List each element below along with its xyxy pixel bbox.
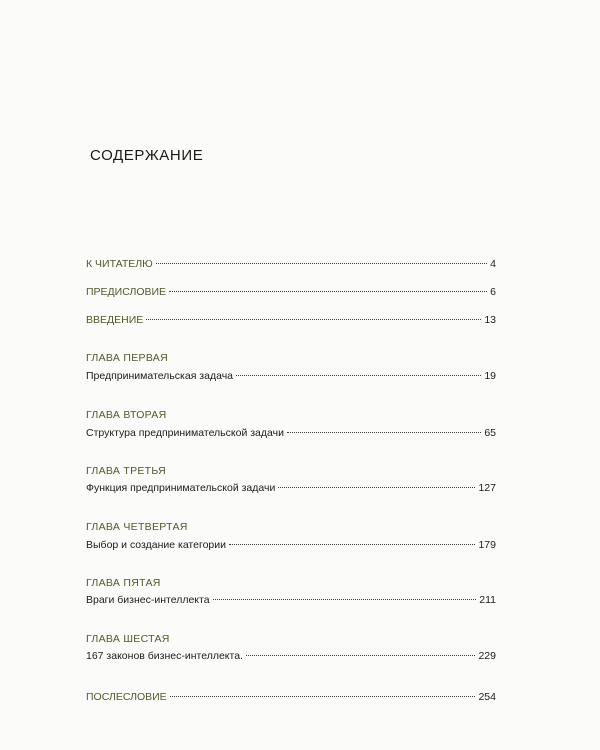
chapter-heading: ГЛАВА ВТОРАЯ [86,409,167,421]
toc-entry-page: 211 [479,594,496,606]
toc-entry-page: 179 [478,539,496,551]
toc-entry-chapter-4 [86,539,496,552]
toc-entry-page: 4 [490,258,496,270]
toc-entry-chapter-1 [86,370,496,383]
toc-entry-label: Структура предпринимательской задачи [86,427,284,439]
toc-entry-label: ПРЕДИСЛОВИЕ [86,286,167,298]
toc-entry-chapter-3 [86,482,496,495]
toc-entry-page: 127 [478,482,496,494]
toc-title: СОДЕРЖАНИЕ [90,147,204,164]
toc-entry-page: 13 [484,314,496,326]
toc-entry-label: 167 законов бизнес-интеллекта. [86,650,243,662]
leader-dots [169,291,487,292]
leader-dots [236,375,481,376]
toc-entry-to-reader [86,258,496,271]
toc-entry-label: Выбор и создание категории [86,539,226,551]
toc-entry-preface [86,286,496,299]
leader-dots [146,319,481,320]
toc-entry-page: 254 [478,691,496,703]
chapter-heading: ГЛАВА ТРЕТЬЯ [86,465,167,477]
toc-entry-page: 65 [484,427,496,439]
leader-dots [278,487,475,488]
chapter-heading: ГЛАВА ПЕРВАЯ [86,352,168,364]
leader-dots [213,599,477,600]
chapter-heading: ГЛАВА ЧЕТВЕРТАЯ [86,521,188,533]
toc-entry-label: Функция предпринимательской задачи [86,482,276,494]
toc-entry-page: 229 [478,650,496,662]
toc-entry-label: К ЧИТАТЕЛЮ [86,258,153,270]
leader-dots [246,655,476,656]
toc-entry-label: ВВЕДЕНИЕ [86,314,144,326]
toc-entry-label: Предпринимательская задача [86,370,233,382]
toc-entry-chapter-2 [86,427,496,440]
leader-dots [170,696,476,697]
toc-entry-chapter-6 [86,650,496,663]
leader-dots [229,544,475,545]
toc-entry-label: Враги бизнес-интеллекта [86,594,210,606]
toc-entry-page: 19 [484,370,496,382]
chapter-heading: ГЛАВА ПЯТАЯ [86,577,161,589]
toc-entry-page: 6 [490,286,496,298]
chapter-heading: ГЛАВА ШЕСТАЯ [86,633,170,645]
toc-entry-label: ПОСЛЕСЛОВИЕ [86,691,167,703]
leader-dots [156,263,487,264]
toc-entry-afterword [86,691,496,704]
leader-dots [287,432,481,433]
toc-entry-introduction [86,314,496,327]
toc-entry-chapter-5 [86,594,496,607]
